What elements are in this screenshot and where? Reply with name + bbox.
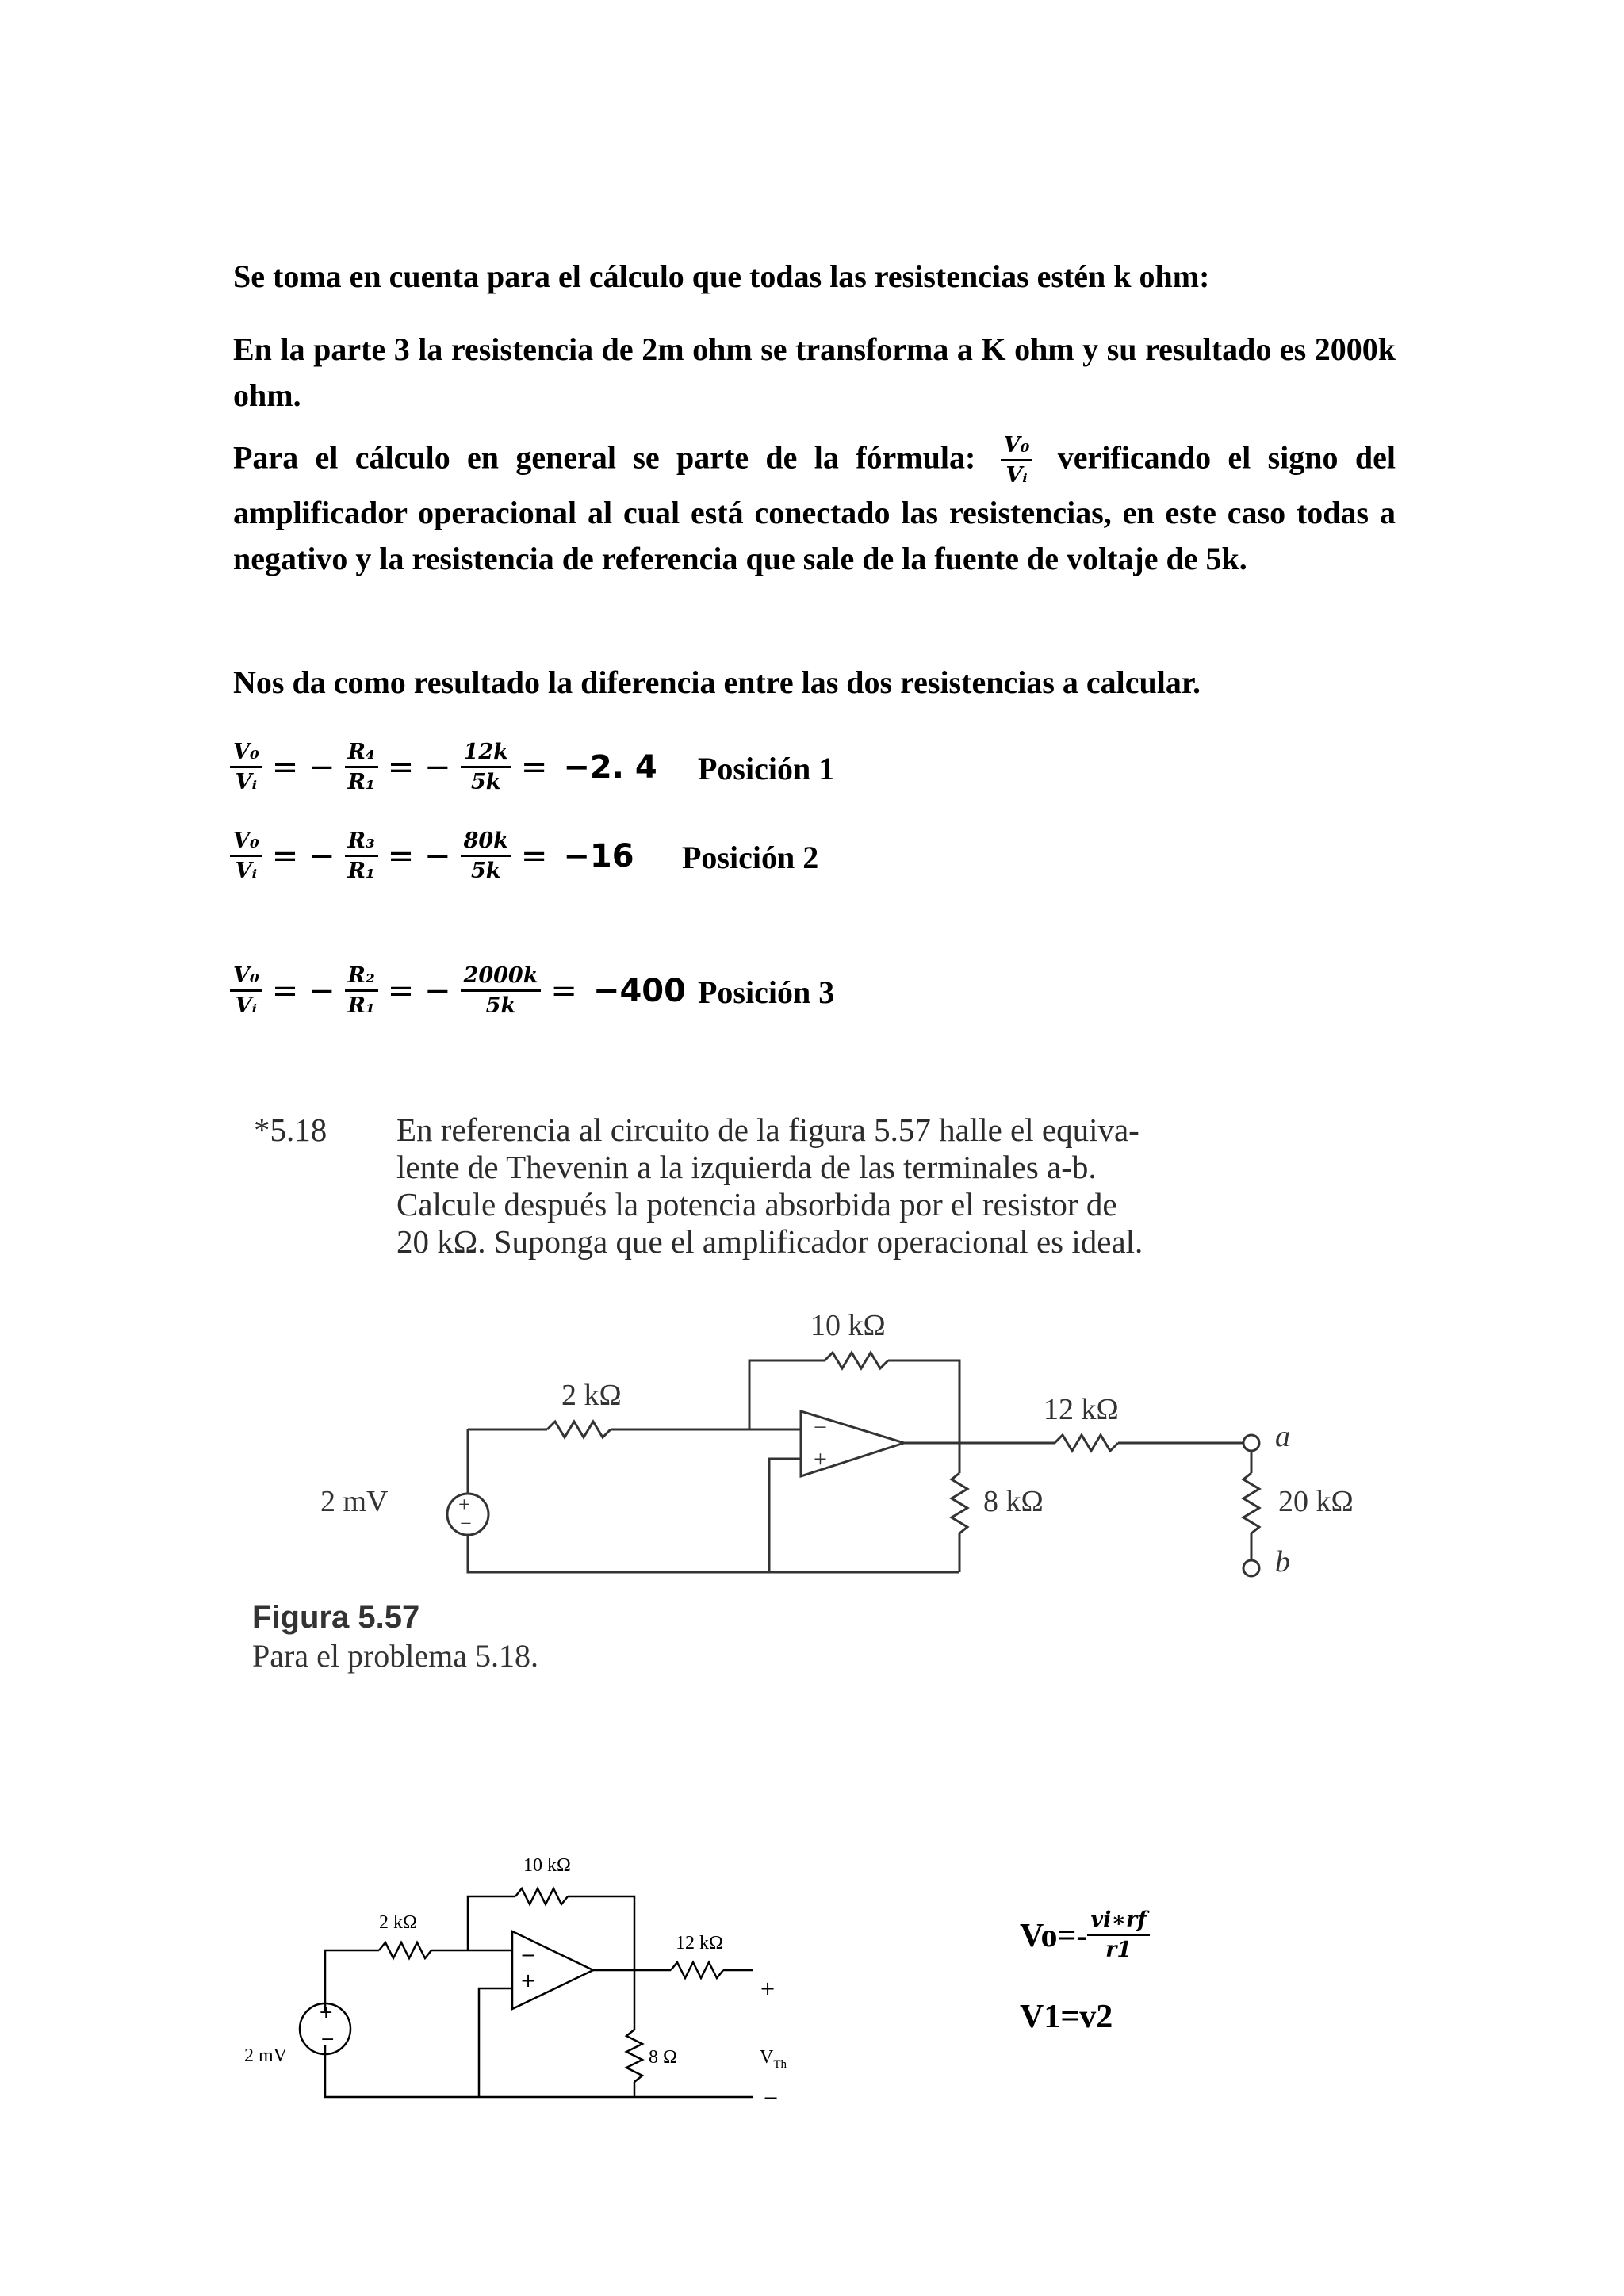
vo-vi-fraction-num: V₀ [230,739,262,768]
terminal-b [1243,1560,1259,1576]
equals-minus-sign: = − [387,973,451,1009]
resistor-2k [547,1422,611,1437]
equation-row [230,728,1023,807]
problem-line-3: Calcule después la potencia absorbida por el resistor de [396,1186,1117,1223]
equals-minus-sign: = − [387,838,451,874]
label-2k-2: 2 kΩ [379,1912,417,1933]
equation-result: −2. 4 [563,749,657,786]
equation-result: −400 [592,973,686,1009]
label-2k: 2 kΩ [561,1379,622,1412]
vo-prefix: Vo=- [1020,1917,1088,1954]
vth-label: $V_{Th}$ [760,2047,787,2071]
resistor-ratio-fraction [345,962,378,1020]
paragraph-resistances-kohm: Se toma en cuenta para el cálculo que todas las resistencias estén k ohm: [233,258,1210,294]
resistor-20k [1243,1473,1259,1533]
vo-vi-fraction-num: V₀ [230,962,262,992]
vo-vi-fraction-num: V₀ [230,828,262,857]
problem-line-1: *5.18 En referencia al circuito de la figura 5.57 halle el equiva- [254,1112,1139,1148]
resistor-ratio-fraction-den: R₁ [347,993,375,1018]
label-10k: 10 kΩ [810,1309,886,1342]
vo-num: vi∗rf [1087,1907,1149,1936]
equation-row [230,817,1023,896]
position-label: Posición 1 [698,751,835,786]
value-ratio-fraction [461,828,511,886]
resistor-8-2 [626,2030,642,2082]
vo-equation [1020,1907,1150,1965]
vo-vi-fraction [230,962,262,1020]
problem-line-2: lente de Thevenin a la izquierda de las terminales a-b. [396,1149,1097,1185]
svg-text:−: − [814,1414,827,1441]
resistor-ratio-fraction-num: R₄ [345,739,378,768]
value-ratio-fraction-den: 5k [470,858,501,883]
vo-vi-fraction-den: Vᵢ [235,769,258,794]
source-minus-2: − [320,2030,335,2049]
opamp-minus-2: − [520,1944,537,1966]
label-10k-2: 10 kΩ [523,1855,571,1876]
label-8-2: 8 Ω [649,2047,677,2068]
resistor-12k [1055,1435,1118,1451]
label-12k: 12 kΩ [1044,1393,1119,1426]
vo-vi-fraction-den: Vᵢ [235,993,258,1018]
terminal-a [1243,1435,1259,1451]
vo-vi-fraction-den: Vᵢ [235,858,258,883]
opamp [801,1411,904,1476]
vo-vi-fraction [230,739,262,797]
paragraph-formula [233,432,1396,582]
equals-minus-sign: = − [271,973,335,1009]
vo-den: r1 [1105,1938,1132,1962]
position-label: Posición 2 [682,840,819,875]
vth-plus: + [760,1977,776,1999]
resistor-2k-2 [379,1942,431,1958]
position-label: Posición 3 [698,974,835,1010]
formula-intro: Para el cálculo en general se parte de la fórmula: [233,439,976,476]
value-ratio-fraction-den: 5k [470,769,501,794]
value-ratio-fraction [461,739,511,797]
formula-fraction [1001,432,1033,490]
paragraph-result: Nos da como resultado la diferencia entre las dos resistencias a calcular. [233,664,1201,700]
equals-sign: = [520,749,548,786]
resistor-12k-2 [671,1962,723,1978]
problem-number: *5.18 [254,1112,327,1148]
resistor-ratio-fraction-num: R₃ [345,828,378,857]
figure-caption-title: Figura 5.57 [252,1600,420,1635]
resistor-ratio-fraction-den: R₁ [347,858,375,883]
label-terminal-a: a [1275,1420,1290,1453]
value-ratio-fraction [461,962,542,1020]
formula-explanation: verificando el signo del amplificador operacional al cual está conectado las resistencias, en este caso todas a negativo y la resistencia de referencia que sale de la fuente de voltaje de 5k. [233,439,1396,576]
svg-text:−: − [460,1512,472,1535]
resistor-10k-2 [515,1888,568,1904]
equals-minus-sign: = − [271,749,335,786]
paragraph-part3: En la parte 3 la resistencia de 2m ohm se transforma a K ohm y su resultado es 2000k ohm. [233,331,1396,413]
resistor-10k [825,1353,888,1368]
label-2mv: 2 mV [320,1485,389,1518]
equation-row [230,951,1023,1031]
value-ratio-fraction-den: 5k [485,993,516,1018]
figure-caption-subtitle: Para el problema 5.18. [252,1638,538,1674]
resistor-ratio-fraction-den: R₁ [347,769,375,794]
value-ratio-fraction-num: 12k [461,739,511,768]
source-plus-2: + [319,2003,334,2022]
voltage-source-2mv [447,1494,488,1535]
svg-text:+: + [458,1493,470,1516]
vo-fraction [1087,1907,1149,1965]
label-12k-2: 12 kΩ [676,1933,723,1954]
equation-result: −16 [563,838,634,874]
vth-minus: − [763,2087,779,2109]
svg-text:+: + [814,1446,827,1472]
label-20k: 20 kΩ [1278,1485,1354,1518]
formula-num: V₀ [1001,432,1033,461]
value-ratio-fraction-num: 80k [461,828,511,857]
formula-den: Vᵢ [1005,463,1028,488]
label-terminal-b: b [1275,1545,1290,1578]
label-8k: 8 kΩ [983,1485,1044,1518]
problem-statement [254,1112,1459,1261]
problem-line-4: 20 kΩ. Suponga que el amplificador operacional es ideal. [396,1223,1143,1260]
v1-equation: V1=v2 [1020,1999,1113,2035]
resistor-ratio-fraction [345,828,378,886]
equals-sign: = [550,973,577,1009]
equals-minus-sign: = − [387,749,451,786]
vo-vi-fraction [230,828,262,886]
label-2mv-2: 2 mV [244,2045,287,2066]
resistor-ratio-fraction-num: R₂ [345,962,378,992]
value-ratio-fraction-num: 2000k [461,962,542,992]
resistor-8k [952,1473,967,1533]
equals-sign: = [520,838,548,874]
equals-minus-sign: = − [271,838,335,874]
resistor-ratio-fraction [345,739,378,797]
opamp-plus-2: + [520,1969,537,1992]
